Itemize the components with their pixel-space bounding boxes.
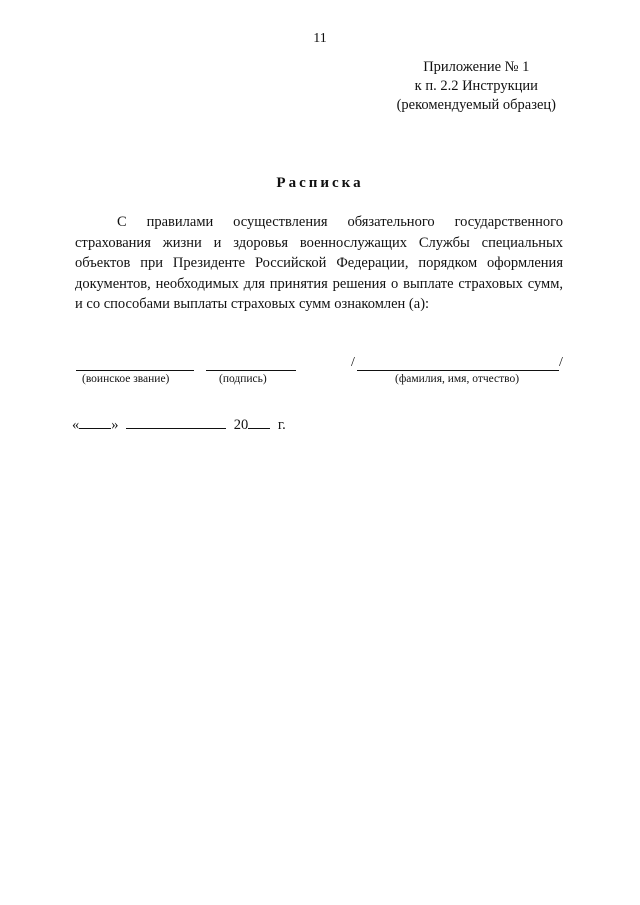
body-paragraph: С правилами осуществления обязательного государственного страхования жизни и здоровья военнослужащих Службы специальных объектов при Президенте Российской Федерации, порядком оформления документов, необходимых для принятия решения о выплате страховых сумм, и со способами выплаты страховых сумм ознакомлен (а): bbox=[75, 214, 563, 312]
month-field-line[interactable] bbox=[126, 416, 226, 429]
year-field-line[interactable] bbox=[248, 416, 270, 429]
appendix-line-2: к п. 2.2 Инструкции bbox=[414, 78, 538, 94]
day-field-line[interactable] bbox=[79, 416, 111, 429]
date-line bbox=[72, 416, 286, 434]
name-caption: (фамилия, имя, отчество) bbox=[395, 373, 520, 385]
year-suffix: г. bbox=[277, 417, 286, 433]
name-field-line[interactable] bbox=[357, 370, 559, 371]
year-prefix: 20 bbox=[233, 417, 249, 433]
rank-field-line[interactable] bbox=[76, 370, 194, 371]
body-text bbox=[75, 212, 563, 315]
date-close-quote: » bbox=[111, 417, 119, 433]
document-title: Расписка bbox=[276, 175, 364, 191]
appendix-line-1: Приложение № 1 bbox=[423, 59, 530, 75]
page-number: 11 bbox=[313, 31, 327, 46]
appendix-line-3: (рекомендуемый образец) bbox=[396, 97, 556, 113]
name-field-slash-right: / bbox=[559, 355, 563, 370]
signature-field-line[interactable] bbox=[206, 370, 296, 371]
name-field-slash-left: / bbox=[351, 355, 355, 370]
date-open-quote: « bbox=[72, 417, 80, 433]
rank-caption: (воинское звание) bbox=[82, 373, 170, 385]
signature-caption: (подпись) bbox=[219, 373, 267, 385]
appendix-header bbox=[397, 58, 556, 115]
